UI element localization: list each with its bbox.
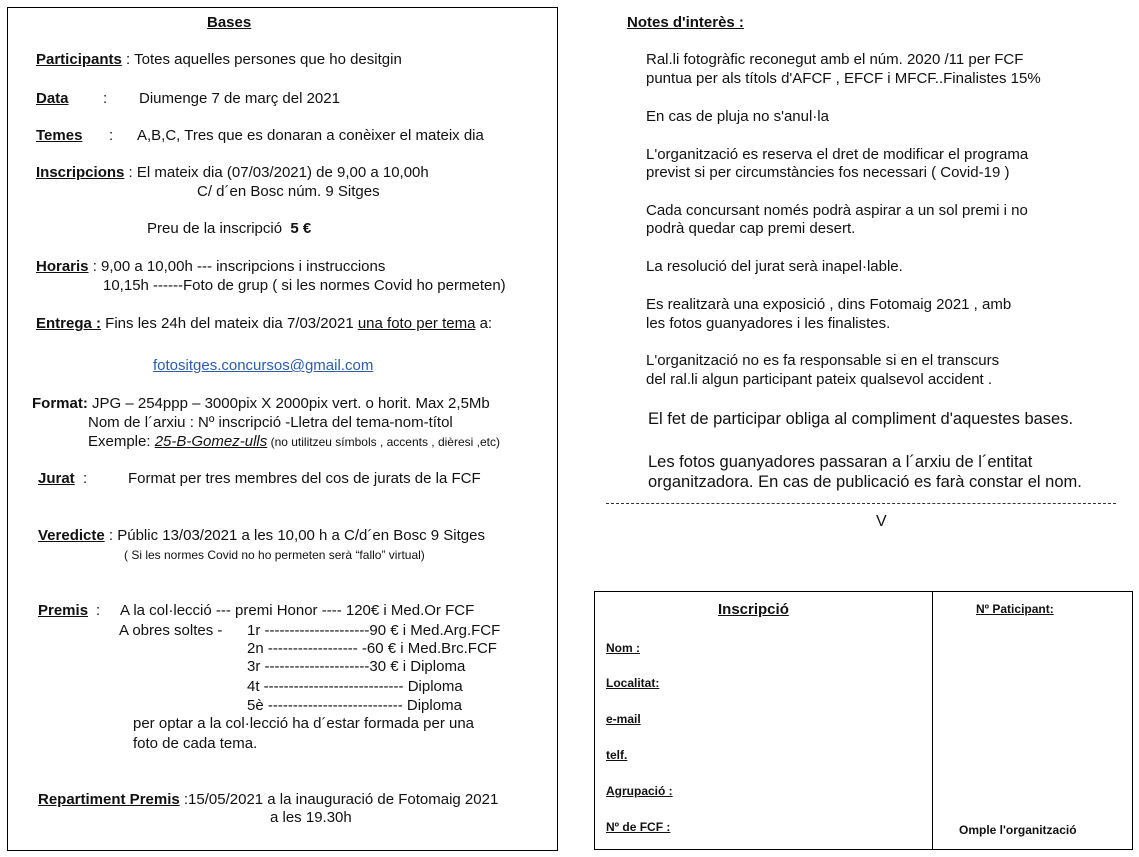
- repartiment-line2: a les 19.30h: [270, 809, 352, 826]
- horaris-label: Horaris: [36, 258, 89, 275]
- veredicte-line2: ( Si les normes Covid no ho permeten serà “fallo” virtual): [124, 548, 425, 562]
- inscripcions-line: [36, 164, 429, 182]
- repartiment-label: Repartiment Premis: [38, 791, 180, 808]
- note-line: previst si per circumstàncies fos necessari ( Covid-19 ): [646, 164, 1010, 181]
- format-line: [32, 395, 490, 413]
- entrega-text: Fins les 24h del mateix dia 7/03/2021: [101, 315, 358, 332]
- preu-line: [147, 220, 311, 238]
- premis-sep: :: [96, 602, 101, 619]
- horaris-line: [36, 258, 385, 276]
- participants-text: : Totes aquelles persones que ho desitgin: [121, 51, 402, 68]
- note-line: Cada concursant només podrà aspirar a un sol premi i no: [646, 202, 1028, 219]
- jurat-sep: :: [83, 470, 88, 487]
- premis-note2: foto de cada tema.: [133, 735, 258, 752]
- format-example: [88, 433, 500, 451]
- temes-label: Temes: [36, 127, 83, 144]
- notes-title: Notes d'interès :: [627, 14, 744, 31]
- inscripcions-line2: C/ d´en Bosc núm. 9 Sitges: [197, 183, 380, 200]
- note-big-1: El fet de participar obliga al compliment d'aquestes bases.: [648, 410, 1074, 428]
- participants-line: [36, 51, 402, 69]
- premis-row: 3r ---------------------30 € i Diploma: [247, 658, 466, 675]
- participant-title: Nº Paticipant:: [976, 602, 1054, 616]
- cut-line: [606, 503, 1116, 504]
- preu-text: Preu de la inscripció: [147, 220, 283, 237]
- data-text: Diumenge 7 de març del 2021: [139, 90, 340, 107]
- example-label: Exemple:: [88, 433, 155, 450]
- inscripcio-box: [594, 591, 933, 850]
- note-line: L'organització no es fa responsable si en el transcurs: [646, 352, 1000, 369]
- example-note: (no utilitzeu símbols , accents , dièresi ,etc): [267, 435, 500, 449]
- note-line: Es realitzarà una exposició , dins Fotomaig 2021 , amb: [646, 296, 1012, 313]
- note-line: les fotos guanyadores i les finalistes.: [646, 315, 891, 332]
- inscripcions-line1: : El mateix dia (07/03/2021) de 9,00 a 10,00h: [124, 164, 429, 181]
- repartiment-line: [38, 791, 498, 809]
- data-label: Data: [36, 90, 69, 107]
- email-link-wrap: [153, 357, 373, 375]
- data-sep: :: [103, 90, 108, 107]
- note-big-2a: Les fotos guanyadores passaran a l´arxiu de l´entitat: [648, 453, 1033, 471]
- note-line: Ral.li fotogràfic reconegut amb el núm. 2020 /11 per FCF: [646, 51, 1024, 68]
- note-line: En cas de pluja no s'anul·la: [646, 108, 829, 125]
- note-line: L'organització es reserva el dret de modificar el programa: [646, 146, 1029, 163]
- horaris-line1: : 9,00 a 10,00h --- inscripcions i instruccions: [88, 258, 386, 275]
- org-note: Omple l'organització: [959, 823, 1077, 837]
- field-nom: Nom :: [606, 641, 640, 655]
- field-localitat: Localitat:: [606, 676, 660, 690]
- entrega-label: Entrega :: [36, 315, 102, 332]
- field-agrupacio: Agrupació :: [606, 784, 673, 798]
- entrega-underlined: una foto per tema: [357, 315, 476, 332]
- premis-row: 4t ---------------------------- Diploma: [247, 678, 463, 695]
- cut-mark: V: [876, 513, 887, 530]
- field-telf: telf.: [606, 748, 628, 762]
- repartiment-text: :15/05/2021 a la inauguració de Fotomaig 2021: [179, 791, 499, 808]
- note-big-2b: organitzadora. En cas de publicació es farà constar el nom.: [648, 473, 1082, 491]
- premis-row: 1r ---------------------90 € i Med.Arg.FCF: [247, 622, 501, 639]
- veredicte-line: [38, 527, 485, 545]
- jurat-text: Format per tres membres del cos de jurats de la FCF: [128, 470, 481, 487]
- inscripcions-label: Inscripcions: [36, 164, 125, 181]
- note-line: puntua per als títols d'AFCF , EFCF i MFCF..Finalistes 15%: [646, 70, 1041, 87]
- premis-label: Premis: [38, 602, 89, 619]
- premis-line1: A la col·lecció --- premi Honor ---- 120€ i Med.Or FCF: [120, 602, 475, 619]
- entrega-tail: a:: [475, 315, 493, 332]
- bases-title: Bases: [207, 14, 252, 31]
- preu-value: 5 €: [290, 220, 312, 237]
- field-fcf: Nº de FCF :: [606, 820, 671, 834]
- premis-row: 5è --------------------------- Diploma: [247, 697, 462, 714]
- data-label-line: [36, 90, 69, 108]
- participant-box: [932, 591, 1133, 850]
- format-label: Format:: [32, 395, 88, 412]
- temes-text: A,B,C, Tres que es donaran a conèixer el mateix dia: [137, 127, 484, 144]
- note-line: La resolució del jurat serà inapel·lable.: [646, 258, 903, 275]
- participants-label: Participants: [36, 51, 122, 68]
- format-line2: Nom de l´arxiu : Nº inscripció -Lletra del tema-nom-títol: [88, 414, 453, 431]
- premis-note1: per optar a la col·lecció ha d´estar formada per una: [133, 715, 475, 732]
- format-line1: JPG – 254ppp – 3000pix X 2000pix vert. o horit. Max 2,5Mb: [87, 395, 490, 412]
- entrega-line: [36, 315, 492, 333]
- veredicte-line1: : Públic 13/03/2021 a les 10,00 h a C/d´en Bosc 9 Sitges: [104, 527, 485, 544]
- premis-row: 2n ------------------ -60 € i Med.Brc.FCF: [247, 640, 497, 657]
- veredicte-label: Veredicte: [38, 527, 105, 544]
- temes-sep: :: [109, 127, 114, 144]
- premis-obres-label: A obres soltes -: [119, 622, 223, 639]
- example-value: 25-B-Gomez-ulls: [154, 433, 268, 450]
- horaris-line2: 10,15h ------Foto de grup ( si les normes Covid ho permeten): [103, 277, 506, 294]
- field-email: e-mail: [606, 712, 641, 726]
- inscripcio-title: Inscripció: [718, 601, 789, 618]
- note-line: podrà quedar cap premi desert.: [646, 220, 856, 237]
- email-link[interactable]: fotositges.concursos@gmail.com: [153, 357, 374, 374]
- jurat-label: Jurat: [38, 470, 75, 487]
- note-line: del ral.li algun participant pateix qualsevol accident .: [646, 371, 993, 388]
